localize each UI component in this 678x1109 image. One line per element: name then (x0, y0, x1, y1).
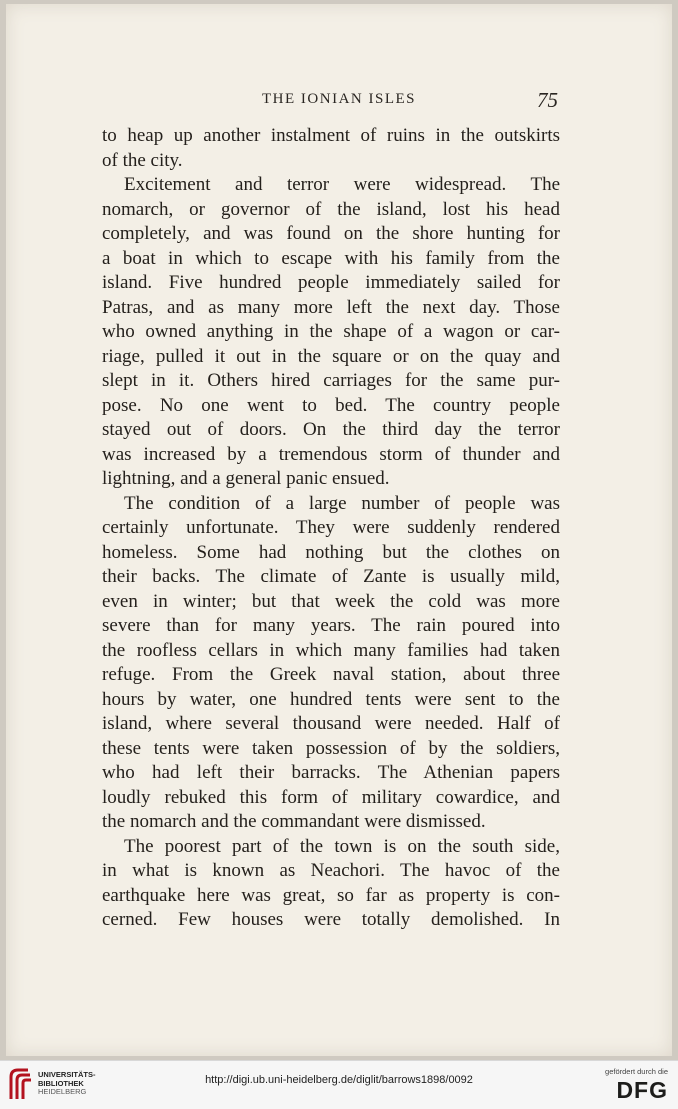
text-line: island, where several thousand were needed. Half of (102, 713, 560, 734)
text-line: stayed out of doors. On the third day the terror (102, 419, 560, 440)
text-line: even in winter; but that week the cold was more (102, 590, 560, 612)
text-line: certainly unfortunate. They were suddenly rendered (102, 517, 560, 538)
library-name-line: UNIVERSITÄTS- (38, 1070, 96, 1079)
text-line: slept in it. Others hired carriages for the same pur- (102, 370, 560, 391)
text-line: hours by water, one hundred tents were sent to the (102, 688, 560, 710)
text-line: completely, and was found on the shore hunting for (102, 223, 560, 244)
viewer-footer (0, 1060, 678, 1109)
text-line: Patras, and as many more left the next day. Those (102, 296, 560, 318)
source-url-link[interactable]: http://digi.ub.uni-heidelberg.de/diglit/barrows1898/0092 (205, 1074, 473, 1086)
text-line: severe than for many years. The rain poured into (102, 615, 560, 636)
text-line: who owned anything in the shape of a wagon or car- (102, 321, 560, 342)
text-line: cerned. Few houses were totally demolished. In (102, 909, 560, 930)
text-line: The poorest part of the town is on the south side, (124, 835, 560, 857)
text-line: refuge. From the Greek naval station, about three (102, 664, 560, 685)
text-line: riage, pulled it out in the square or on the quay and (102, 345, 560, 367)
text-line: pose. No one went to bed. The country people (102, 394, 560, 416)
dfg-logo: DFG (616, 1077, 668, 1103)
funded-by-label: gefördert durch die (605, 1067, 668, 1076)
text-line: their backs. The climate of Zante is usually mild, (102, 566, 560, 587)
text-line: lightning, and a general panic ensued. (102, 468, 390, 489)
text-line: who had left their barracks. The Athenian papers (102, 762, 560, 783)
text-line: was increased by a tremendous storm of thunder and (102, 443, 560, 465)
text-line: in what is known as Neachori. The havoc of the (102, 860, 560, 881)
text-line: of the city. (102, 149, 183, 171)
text-line: The condition of a large number of people was (124, 492, 560, 514)
text-line: homeless. Some had nothing but the clothes on (102, 541, 560, 563)
text-line: Excitement and terror were widespread. The (124, 174, 560, 195)
text-line: nomarch, or governor of the island, lost his head (102, 198, 560, 220)
running-head (6, 88, 672, 112)
page-number: 75 (537, 88, 558, 112)
book-page (6, 4, 672, 1056)
text-line: earthquake here was great, so far as property is con- (102, 884, 560, 906)
text-line: to heap up another instalment of ruins in the outskirts (102, 125, 560, 146)
running-title: THE IONIAN ISLES (262, 91, 416, 107)
library-name-line: HEIDELBERG (38, 1087, 87, 1096)
body-text (102, 124, 560, 933)
text-line: the roofless cellars in which many families had taken (102, 639, 560, 661)
text-line: the nomarch and the commandant were dismissed. (102, 811, 486, 832)
text-line: loudly rebuked this form of military cowardice, and (102, 786, 560, 808)
text-line: a boat in which to escape with his family from the (102, 247, 560, 269)
text-line: these tents were taken possession of by the soldiers, (102, 737, 560, 759)
text-line: island. Five hundred people immediately sailed for (102, 272, 560, 293)
library-name-line: BIBLIOTHEK (38, 1078, 84, 1088)
